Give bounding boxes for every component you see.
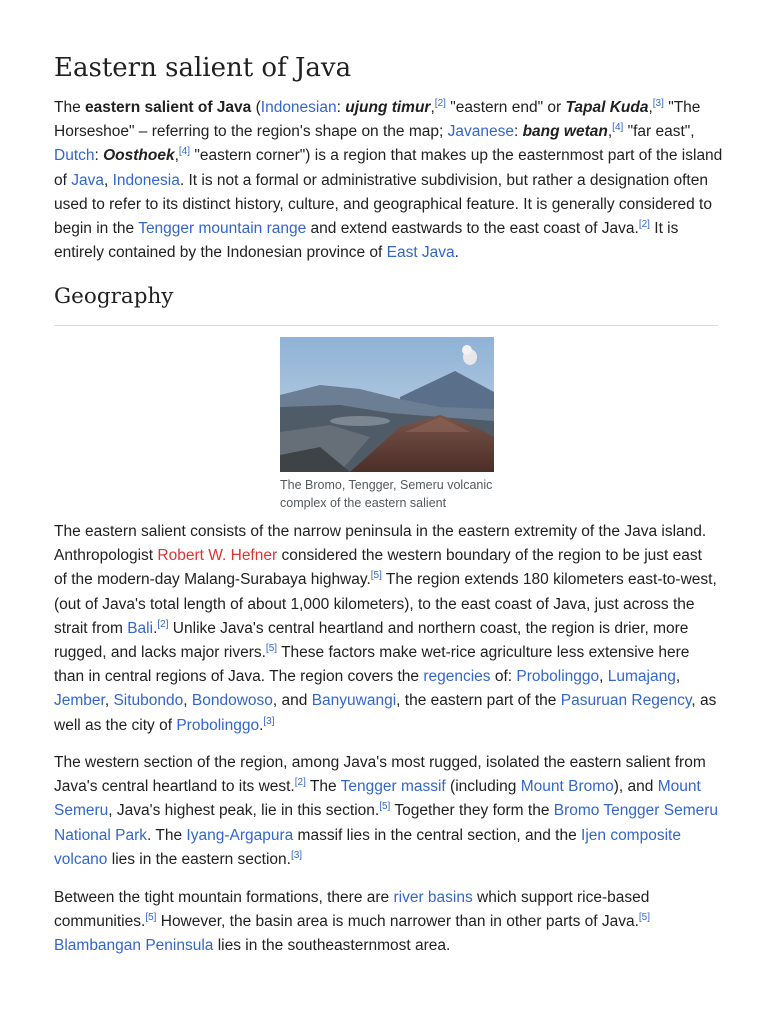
text-line bbox=[54, 775, 718, 799]
text: . The bbox=[147, 826, 187, 844]
text-line bbox=[54, 934, 718, 958]
text: lies in the southeasternmost area. bbox=[213, 937, 451, 955]
link-river-basins[interactable]: river basins bbox=[393, 889, 473, 906]
term-tapal-kuda: Tapal Kuda bbox=[565, 99, 649, 116]
link-bondowoso[interactable]: Bondowoso bbox=[191, 692, 273, 710]
text: , bbox=[104, 692, 114, 710]
text: , bbox=[675, 668, 681, 686]
text-line bbox=[54, 120, 718, 144]
text: ( bbox=[251, 99, 261, 116]
text-line bbox=[54, 714, 718, 738]
geography-paragraph-3 bbox=[54, 886, 718, 959]
text-line bbox=[54, 665, 718, 689]
text: , bbox=[103, 171, 113, 189]
text: of: bbox=[490, 668, 517, 686]
text-line: The western section of the region, among Java's most rugged, isolated the eastern salient from bbox=[54, 754, 706, 771]
text: begin in the bbox=[54, 220, 139, 238]
text: strait from bbox=[54, 619, 128, 637]
geography-paragraph-1 bbox=[54, 520, 718, 738]
link-indonesia[interactable]: Indonesia bbox=[112, 171, 180, 189]
citation-link[interactable]: [4] bbox=[612, 122, 624, 134]
citation-link[interactable]: [3] bbox=[263, 715, 275, 727]
text: , bbox=[599, 668, 608, 686]
caption-line: complex of the eastern salient bbox=[280, 496, 447, 510]
text: The bbox=[54, 99, 86, 116]
text: The bbox=[305, 778, 341, 796]
citation-link[interactable]: [2] bbox=[638, 218, 650, 230]
text: "eastern corner") is a region that makes up the easternmost part of the island bbox=[190, 147, 723, 165]
text-line bbox=[54, 824, 718, 848]
text: It is bbox=[649, 220, 679, 238]
text: Together they form the bbox=[390, 802, 554, 820]
text: , bbox=[607, 123, 613, 141]
link-situbondo[interactable]: Situbondo bbox=[113, 692, 184, 710]
link-bromo-tengger-semeru-national-park[interactable]: National Park bbox=[54, 826, 148, 844]
volcano-photo[interactable] bbox=[280, 337, 494, 472]
text: However, the basin area is much narrower than in other parts of Java. bbox=[156, 913, 639, 931]
text: . bbox=[259, 716, 264, 734]
text: of bbox=[54, 171, 72, 189]
text: : bbox=[513, 123, 523, 141]
text-line bbox=[54, 96, 718, 120]
text: (including bbox=[445, 778, 521, 796]
link-dutch[interactable]: Dutch bbox=[54, 147, 95, 165]
figure bbox=[280, 337, 494, 512]
link-lumajang[interactable]: Lumajang bbox=[607, 668, 676, 686]
citation-link[interactable]: [2] bbox=[294, 777, 306, 789]
text: ), and bbox=[613, 778, 658, 796]
text: , as bbox=[691, 692, 717, 710]
text: Unlike Java's central heartland and northern coast, the region is drier, more bbox=[168, 619, 689, 637]
text: , bbox=[183, 692, 192, 710]
text: , bbox=[648, 99, 653, 116]
citation-link[interactable]: [4] bbox=[178, 146, 191, 158]
text: Horseshoe" – referring to the region's shape on the map; bbox=[54, 123, 448, 141]
text-line bbox=[54, 241, 718, 265]
text-line bbox=[54, 617, 718, 641]
text-line: (out of Java's total length of about 1,000 kilometers), to the east coast of Java, just across the bbox=[54, 595, 695, 613]
text-line bbox=[54, 169, 718, 193]
link-east-java[interactable]: East Java bbox=[386, 244, 455, 262]
text-line bbox=[54, 641, 718, 665]
term-ujung-timur: ujung timur bbox=[345, 99, 431, 116]
link-ijen-composite-volcano[interactable]: volcano bbox=[54, 850, 108, 868]
term-oosthoek: Oosthoek bbox=[103, 147, 175, 165]
link-mount-bromo[interactable]: Mount Bromo bbox=[520, 778, 614, 796]
page-title: Eastern salient of Java bbox=[54, 53, 352, 83]
link-robert-w-hefner[interactable]: Robert W. Hefner bbox=[157, 547, 278, 565]
text: and extend eastwards to the east coast of Java. bbox=[306, 220, 639, 238]
text-line bbox=[54, 689, 718, 713]
link-mount-semeru[interactable]: Semeru bbox=[54, 802, 109, 820]
link-mount-semeru[interactable]: Mount bbox=[657, 778, 701, 796]
citation-link[interactable]: [5] bbox=[265, 642, 278, 654]
text: Java's central heartland to its west. bbox=[54, 778, 295, 796]
text: : bbox=[94, 147, 104, 165]
citation-link[interactable]: [2] bbox=[434, 97, 446, 109]
text: Anthropologist bbox=[54, 547, 158, 565]
text-line bbox=[54, 144, 723, 168]
text: Between the tight mountain formations, there are bbox=[54, 889, 394, 906]
text-line bbox=[54, 886, 718, 910]
link-tengger-massif[interactable]: Tengger massif bbox=[340, 778, 446, 796]
citation-link[interactable]: [5] bbox=[638, 912, 651, 924]
heading-divider bbox=[54, 325, 718, 326]
text: "eastern end" or bbox=[445, 99, 566, 116]
text: , bbox=[430, 99, 435, 116]
text-line bbox=[54, 568, 718, 592]
text: , Java's highest peak, lie in this section. bbox=[108, 802, 380, 820]
link-banyuwangi[interactable]: Banyuwangi bbox=[311, 692, 397, 710]
text: . It is not a formal or administrative subdivision, but rather a designation often bbox=[179, 171, 708, 189]
text: than in central regions of Java. The region covers the bbox=[54, 668, 424, 686]
caption-line: The Bromo, Tengger, Semeru volcanic bbox=[280, 478, 493, 492]
text: of the modern-day Malang-Surabaya highway. bbox=[54, 571, 371, 589]
citation-link[interactable]: [3] bbox=[652, 97, 664, 109]
citation-link[interactable]: [5] bbox=[370, 570, 382, 582]
text-line bbox=[54, 910, 718, 934]
link-jember[interactable]: Jember bbox=[54, 692, 105, 710]
text: well as the city of bbox=[54, 716, 177, 734]
text: entirely contained by the Indonesian province of bbox=[54, 244, 387, 262]
link-java[interactable]: Java bbox=[71, 171, 104, 189]
text: rugged, and lacks major rivers. bbox=[54, 644, 266, 662]
citation-link[interactable]: [5] bbox=[379, 801, 391, 813]
text: "far east", bbox=[623, 123, 695, 141]
link-regencies[interactable]: regencies bbox=[423, 668, 491, 686]
link-bromo-tengger-semeru-national-park[interactable]: Bromo Tengger Semeru bbox=[553, 802, 719, 820]
link-indonesian[interactable]: Indonesian bbox=[260, 99, 337, 116]
figure-caption bbox=[280, 476, 494, 512]
text: . bbox=[153, 619, 158, 637]
link-tengger-mountain-range[interactable]: Tengger mountain range bbox=[138, 220, 307, 238]
text: "The bbox=[663, 99, 701, 116]
text-line bbox=[54, 217, 718, 241]
citation-link[interactable]: [3] bbox=[290, 849, 303, 861]
text: , and bbox=[272, 692, 312, 710]
text: which support rice-based bbox=[472, 889, 650, 906]
link-javanese[interactable]: Javanese bbox=[447, 123, 514, 141]
citation-link[interactable]: [5] bbox=[145, 912, 157, 924]
text-line bbox=[54, 848, 718, 872]
section-heading-geography: Geography bbox=[54, 284, 174, 309]
text: communities. bbox=[54, 913, 146, 931]
geography-paragraph-2 bbox=[54, 751, 718, 872]
text: , the eastern part of the bbox=[396, 692, 561, 710]
text: These factors make wet-rice agriculture less extensive here bbox=[277, 644, 690, 662]
text: lies in the eastern section. bbox=[107, 850, 291, 868]
term-bang-wetan: bang wetan bbox=[522, 123, 608, 141]
text-line bbox=[54, 799, 718, 823]
link-probolinggo[interactable]: Probolinggo bbox=[516, 668, 600, 686]
text: The region extends 180 kilometers east-to-west, bbox=[381, 571, 717, 589]
link-pasuruan-regency[interactable]: Pasuruan Regency bbox=[560, 692, 692, 710]
link-probolinggo-city[interactable]: Probolinggo bbox=[176, 716, 260, 734]
intro-paragraph bbox=[54, 96, 723, 265]
link-iyang-argapura[interactable]: Iyang-Argapura bbox=[186, 826, 294, 844]
text-line bbox=[54, 544, 718, 568]
citation-link[interactable]: [2] bbox=[157, 618, 169, 630]
bold-term: eastern salient of Java bbox=[85, 99, 252, 116]
link-ijen-composite-volcano[interactable]: Ijen composite bbox=[581, 826, 681, 844]
text: , bbox=[174, 147, 179, 165]
link-bali[interactable]: Bali bbox=[127, 619, 154, 637]
text-line: used to refer to its distinct history, culture, and geographical feature. It is generally considered to bbox=[54, 195, 712, 213]
text-line: The eastern salient consists of the narrow peninsula in the eastern extremity of the Java island. bbox=[54, 523, 707, 540]
text: . bbox=[454, 244, 459, 262]
text: : bbox=[336, 99, 346, 116]
link-blambangan-peninsula[interactable]: Blambangan Peninsula bbox=[54, 937, 214, 955]
text: considered the western boundary of the region to be just east bbox=[277, 547, 702, 565]
text: massif lies in the central section, and the bbox=[293, 826, 582, 844]
